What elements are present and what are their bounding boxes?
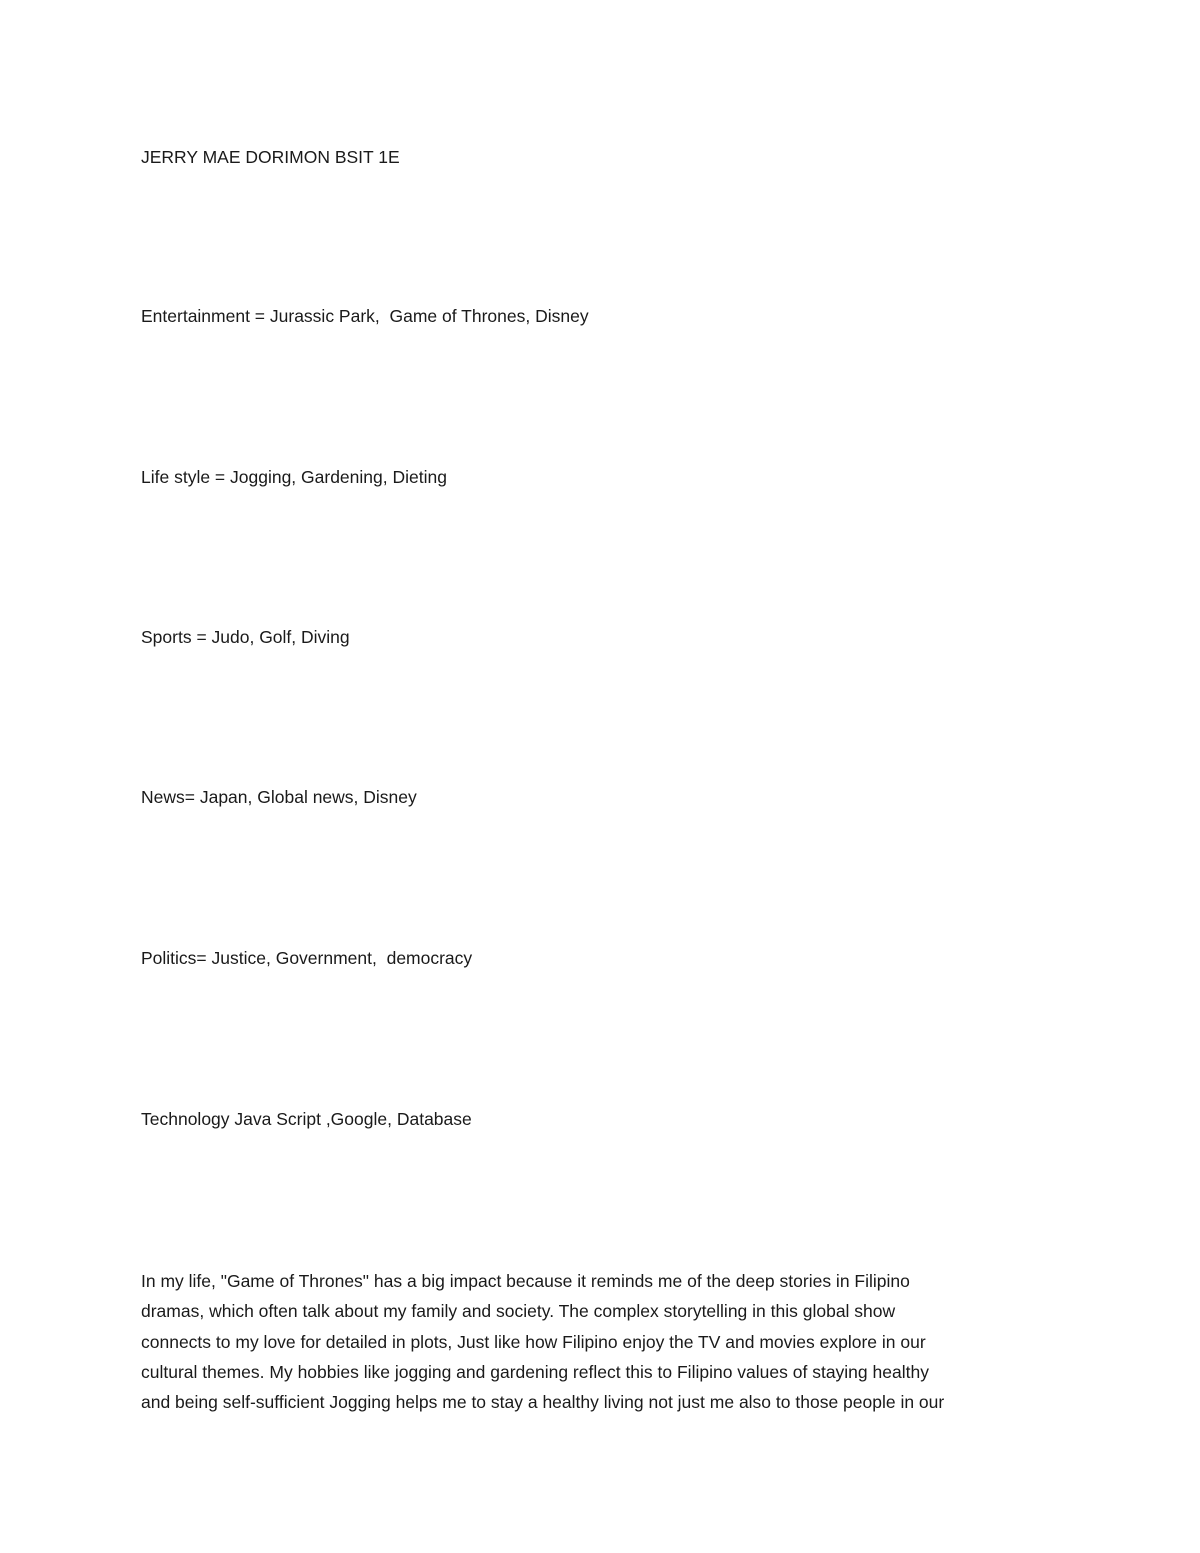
essay-line: connects to my love for detailed in plots, Just like how Filipino enjoy the TV and movies explore in our [141, 1331, 926, 1352]
category-lifestyle: Life style = Jogging, Gardening, Dieting [141, 467, 447, 487]
category-sports: Sports = Judo, Golf, Diving [141, 627, 350, 647]
essay-paragraph [141, 1266, 1061, 1417]
essay-line: and being self-sufficient Jogging helps me to stay a healthy living not just me also to those people in our [141, 1392, 945, 1413]
category-entertainment: Entertainment = Jurassic Park, Game of Thrones, Disney [141, 306, 589, 326]
essay-line: dramas, which often talk about my family and society. The complex storytelling in this global show [141, 1301, 896, 1322]
category-technology: Technology Java Script ,Google, Database [141, 1109, 472, 1129]
category-politics: Politics= Justice, Government, democracy [141, 948, 473, 968]
essay-line: cultural themes. My hobbies like jogging and gardening reflect this to Filipino values of staying healthy [141, 1361, 929, 1382]
author-line: JERRY MAE DORIMON BSIT 1E [141, 147, 400, 167]
category-news: News= Japan, Global news, Disney [141, 787, 417, 807]
essay-line: In my life, "Game of Thrones" has a big impact because it reminds me of the deep stories in Filipino [141, 1271, 910, 1291]
